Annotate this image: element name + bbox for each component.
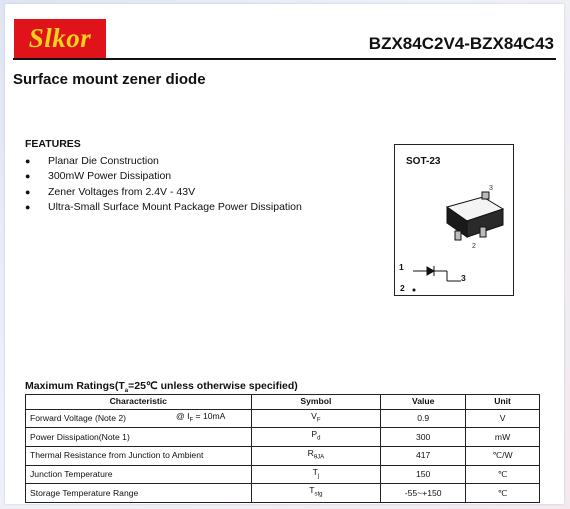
feature-text: Ultra-Small Surface Mount Package Power Dissipation (48, 200, 302, 213)
unit-cell: V (466, 409, 540, 428)
characteristic-cell: Thermal Resistance from Junction to Ambient (26, 447, 252, 466)
feature-text: Planar Die Construction (48, 155, 159, 167)
package-title: SOT-23 (406, 156, 441, 167)
value-cell: 300 (381, 428, 466, 447)
symbol-cell: $R_{\theta JA}$ (251, 447, 381, 466)
characteristic-cell: Forward Voltage (Note 2) @ $I_F = 10mA$ (26, 409, 252, 428)
ratings-heading: Maximum $Ratings(T_a=25℃$ unless otherwise specified) (25, 380, 298, 395)
feature-item (25, 154, 302, 169)
package-body-icon (447, 192, 503, 240)
table-row (26, 484, 540, 503)
document-subtitle: Surface mount zener diode (13, 71, 206, 88)
bullet-icon: ● (25, 186, 31, 197)
characteristic-cell: Power Dissipation(Note 1) (26, 428, 252, 447)
table-row (26, 447, 540, 466)
ratings-table (25, 394, 540, 503)
value-cell: 417 (381, 447, 466, 466)
condition-text: @ $I_F = 10mA$ (176, 410, 226, 424)
features-heading: FEATURES (25, 138, 81, 150)
header-characteristic: Characteristic (26, 395, 252, 410)
table-row (26, 428, 540, 447)
characteristic-cell: Junction Temperature (26, 465, 252, 484)
logo-text: Slkor (28, 23, 92, 53)
unit-cell: ℃/W (466, 447, 540, 466)
features-list (25, 154, 302, 215)
pin-label-3: 3 (489, 185, 493, 192)
zener-symbol-icon (413, 266, 461, 291)
unit-cell: mW (466, 428, 540, 447)
feature-item (25, 200, 302, 215)
company-logo (14, 19, 106, 58)
part-number: BZX84C2V4-BZX84C43 (368, 34, 554, 53)
table-row (26, 465, 540, 484)
sot23-drawing (395, 145, 515, 297)
bullet-icon: ● (25, 201, 31, 212)
unit-cell: ℃ (466, 484, 540, 503)
feature-text: 300mW Power Dissipation (48, 170, 172, 183)
table-row (26, 409, 540, 428)
header-unit: Unit (466, 395, 540, 410)
symbol-cell: $V_F$ (251, 409, 381, 428)
table-header-row (26, 395, 540, 410)
unit-cell: ℃ (466, 465, 540, 484)
symbol-cell: $P_d$ (251, 428, 381, 447)
value-cell: 0.9 (381, 409, 466, 428)
pin-label-3-schematic: 3 (461, 273, 466, 283)
feature-item (25, 169, 302, 184)
feature-item (25, 185, 302, 200)
header-value: Value (381, 395, 466, 410)
symbol-cell: $T_{stg}$ (251, 484, 381, 503)
feature-text: Zener Voltages from 2.4V - 43V (48, 185, 196, 198)
characteristic-cell: Storage Temperature Range (26, 484, 252, 503)
bullet-icon: ● (25, 171, 31, 182)
symbol-cell: $T_j$ (251, 465, 381, 484)
pin-label-1: 1 (399, 262, 404, 272)
header-rule (13, 58, 556, 60)
header-symbol: Symbol (251, 395, 381, 410)
datasheet-page (5, 4, 564, 504)
bullet-icon: ● (25, 156, 31, 166)
package-diagram (394, 144, 514, 296)
value-cell: -55~+150 (381, 484, 466, 503)
pin-label-2-top: 2 (472, 243, 476, 250)
value-cell: 150 (381, 465, 466, 484)
pin-label-2: 2 (400, 283, 405, 293)
